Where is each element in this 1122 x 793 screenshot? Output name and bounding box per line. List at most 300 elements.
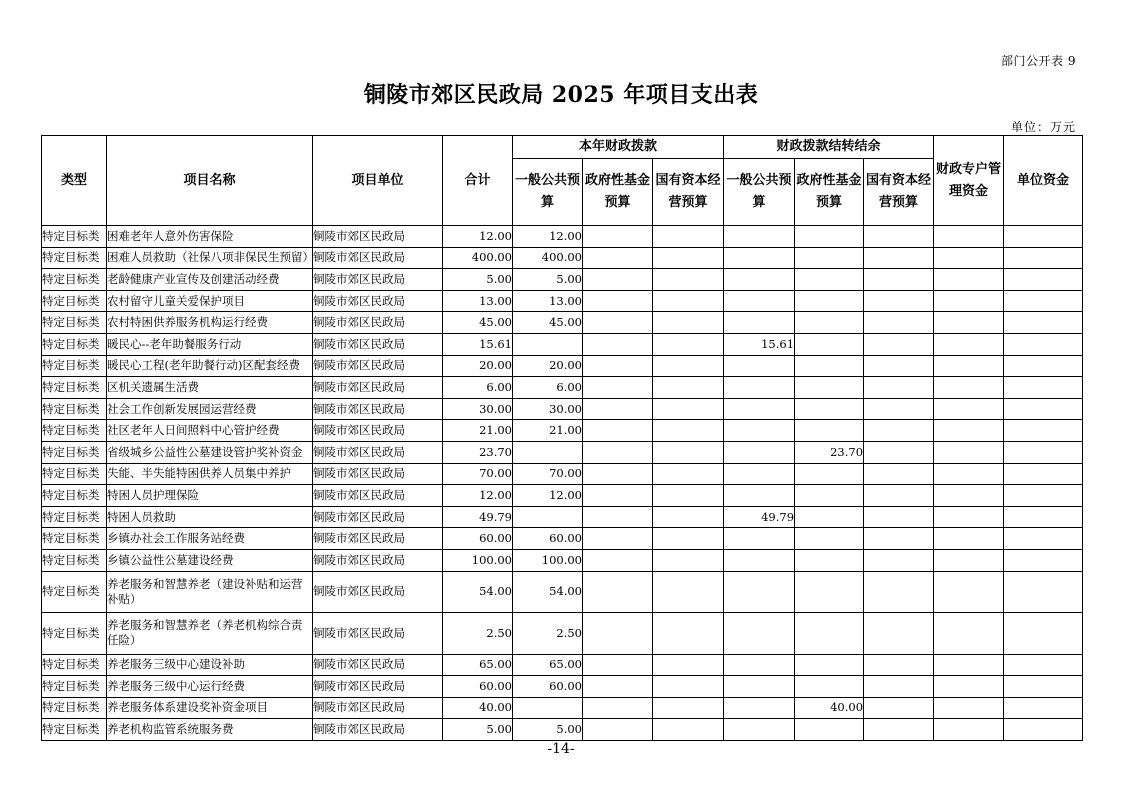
cell-current-state-capital <box>653 290 724 312</box>
cell-carryover-fund <box>795 420 864 442</box>
cell-total: 40.00 <box>443 697 513 719</box>
cell-current-general: 100.00 <box>513 549 583 571</box>
cell-current-general: 60.00 <box>513 528 583 550</box>
table-row <box>42 441 1083 463</box>
cell-current-state-capital <box>653 719 724 741</box>
table-row <box>42 571 1083 613</box>
cell-current-fund <box>583 549 653 571</box>
table-row <box>42 355 1083 377</box>
cell-current-fund <box>583 676 653 698</box>
cell-current-fund <box>583 247 653 269</box>
cell-project-unit: 铜陵市郊区民政局 <box>313 613 443 655</box>
cell-total: 70.00 <box>443 463 513 485</box>
cell-special-account <box>934 506 1004 528</box>
table-row <box>42 420 1083 442</box>
cell-own-funds <box>1004 377 1083 399</box>
cell-special-account <box>934 676 1004 698</box>
cell-project-name: 养老服务三级中心建设补助 <box>107 654 313 676</box>
cell-total: 45.00 <box>443 312 513 334</box>
table-row <box>42 676 1083 698</box>
cell-project-name: 特困人员护理保险 <box>107 485 313 507</box>
cell-current-general: 400.00 <box>513 247 583 269</box>
cell-type: 特定目标类 <box>42 463 107 485</box>
cell-current-general: 6.00 <box>513 377 583 399</box>
cell-carryover-general <box>724 355 795 377</box>
cell-current-fund <box>583 398 653 420</box>
cell-current-state-capital <box>653 226 724 248</box>
cell-project-unit: 铜陵市郊区民政局 <box>313 333 443 355</box>
cell-project-name: 社区老年人日间照料中心管护经费 <box>107 420 313 442</box>
cell-carryover-general <box>724 485 795 507</box>
cell-own-funds <box>1004 312 1083 334</box>
cell-project-unit: 铜陵市郊区民政局 <box>313 312 443 334</box>
table-row <box>42 697 1083 719</box>
cell-special-account <box>934 420 1004 442</box>
cell-project-unit: 铜陵市郊区民政局 <box>313 269 443 291</box>
cell-project-unit: 铜陵市郊区民政局 <box>313 420 443 442</box>
cell-type: 特定目标类 <box>42 312 107 334</box>
cell-project-unit: 铜陵市郊区民政局 <box>313 247 443 269</box>
cell-project-unit: 铜陵市郊区民政局 <box>313 463 443 485</box>
cell-project-name: 老龄健康产业宣传及创建活动经费 <box>107 269 313 291</box>
cell-current-state-capital <box>653 485 724 507</box>
cell-carryover-state-capital <box>864 398 934 420</box>
cell-carryover-state-capital <box>864 676 934 698</box>
cell-current-general: 45.00 <box>513 312 583 334</box>
cell-type: 特定目标类 <box>42 528 107 550</box>
cell-total: 400.00 <box>443 247 513 269</box>
cell-carryover-state-capital <box>864 613 934 655</box>
cell-current-fund <box>583 463 653 485</box>
cell-current-general: 21.00 <box>513 420 583 442</box>
cell-carryover-state-capital <box>864 654 934 676</box>
cell-current-fund <box>583 312 653 334</box>
cell-carryover-fund <box>795 290 864 312</box>
cell-carryover-fund <box>795 312 864 334</box>
cell-carryover-general <box>724 420 795 442</box>
cell-current-fund <box>583 613 653 655</box>
header-current-general: 一般公共预算 <box>513 159 583 226</box>
cell-current-state-capital <box>653 269 724 291</box>
header-project-unit: 项目单位 <box>313 136 443 226</box>
cell-total: 12.00 <box>443 226 513 248</box>
cell-carryover-fund <box>795 377 864 399</box>
header-current-state-capital: 国有资本经营预算 <box>653 159 724 226</box>
cell-carryover-fund <box>795 463 864 485</box>
cell-special-account <box>934 549 1004 571</box>
cell-own-funds <box>1004 549 1083 571</box>
table-row <box>42 613 1083 655</box>
cell-project-name: 养老服务体系建设奖补资金项目 <box>107 697 313 719</box>
cell-special-account <box>934 312 1004 334</box>
cell-own-funds <box>1004 654 1083 676</box>
cell-own-funds <box>1004 333 1083 355</box>
cell-carryover-general: 49.79 <box>724 506 795 528</box>
cell-current-general: 30.00 <box>513 398 583 420</box>
cell-own-funds <box>1004 676 1083 698</box>
cell-project-unit: 铜陵市郊区民政局 <box>313 571 443 613</box>
cell-carryover-general <box>724 441 795 463</box>
cell-carryover-fund <box>795 676 864 698</box>
cell-current-state-capital <box>653 654 724 676</box>
cell-project-unit: 铜陵市郊区民政局 <box>313 528 443 550</box>
cell-total: 5.00 <box>443 269 513 291</box>
cell-total: 49.79 <box>443 506 513 528</box>
cell-project-unit: 铜陵市郊区民政局 <box>313 654 443 676</box>
header-group-carryover: 财政拨款结转结余 <box>724 136 934 159</box>
cell-special-account <box>934 247 1004 269</box>
cell-carryover-general <box>724 247 795 269</box>
cell-current-general: 20.00 <box>513 355 583 377</box>
cell-project-name: 省级城乡公益性公墓建设管护奖补资金 <box>107 441 313 463</box>
cell-current-state-capital <box>653 613 724 655</box>
cell-current-fund <box>583 420 653 442</box>
cell-carryover-general <box>724 676 795 698</box>
cell-total: 30.00 <box>443 398 513 420</box>
cell-project-unit: 铜陵市郊区民政局 <box>313 377 443 399</box>
cell-own-funds <box>1004 355 1083 377</box>
cell-own-funds <box>1004 528 1083 550</box>
cell-own-funds <box>1004 269 1083 291</box>
header-own-funds: 单位资金 <box>1004 136 1083 226</box>
cell-carryover-state-capital <box>864 571 934 613</box>
table-row <box>42 226 1083 248</box>
header-special-account: 财政专户管理资金 <box>934 136 1004 226</box>
cell-type: 特定目标类 <box>42 506 107 528</box>
cell-current-state-capital <box>653 312 724 334</box>
header-type: 类型 <box>42 136 107 226</box>
cell-carryover-state-capital <box>864 226 934 248</box>
cell-project-unit: 铜陵市郊区民政局 <box>313 441 443 463</box>
cell-type: 特定目标类 <box>42 549 107 571</box>
cell-carryover-state-capital <box>864 312 934 334</box>
cell-project-unit: 铜陵市郊区民政局 <box>313 719 443 741</box>
cell-total: 2.50 <box>443 613 513 655</box>
cell-type: 特定目标类 <box>42 269 107 291</box>
cell-carryover-fund <box>795 613 864 655</box>
cell-special-account <box>934 290 1004 312</box>
table-row <box>42 549 1083 571</box>
cell-current-state-capital <box>653 463 724 485</box>
cell-total: 20.00 <box>443 355 513 377</box>
cell-current-fund <box>583 528 653 550</box>
header-carryover-general: 一般公共预算 <box>724 159 795 226</box>
cell-type: 特定目标类 <box>42 398 107 420</box>
cell-carryover-fund <box>795 398 864 420</box>
cell-current-fund <box>583 719 653 741</box>
table-row <box>42 377 1083 399</box>
table-row <box>42 312 1083 334</box>
table-row <box>42 269 1083 291</box>
cell-project-name: 暖民心工程(老年助餐行动)区配套经费 <box>107 355 313 377</box>
cell-carryover-state-capital <box>864 420 934 442</box>
cell-total: 13.00 <box>443 290 513 312</box>
cell-own-funds <box>1004 613 1083 655</box>
cell-project-unit: 铜陵市郊区民政局 <box>313 355 443 377</box>
cell-current-fund <box>583 571 653 613</box>
cell-project-name: 特困人员救助 <box>107 506 313 528</box>
table-row <box>42 398 1083 420</box>
cell-carryover-general <box>724 290 795 312</box>
cell-total: 23.70 <box>443 441 513 463</box>
cell-special-account <box>934 269 1004 291</box>
cell-total: 60.00 <box>443 676 513 698</box>
cell-type: 特定目标类 <box>42 333 107 355</box>
cell-current-general <box>513 506 583 528</box>
cell-carryover-state-capital <box>864 719 934 741</box>
cell-current-general: 70.00 <box>513 463 583 485</box>
cell-project-name: 社会工作创新发展园运营经费 <box>107 398 313 420</box>
cell-special-account <box>934 377 1004 399</box>
cell-carryover-fund <box>795 333 864 355</box>
cell-special-account <box>934 333 1004 355</box>
cell-total: 15.61 <box>443 333 513 355</box>
cell-total: 60.00 <box>443 528 513 550</box>
cell-type: 特定目标类 <box>42 571 107 613</box>
cell-project-name: 困难老年人意外伤害保险 <box>107 226 313 248</box>
cell-carryover-state-capital <box>864 247 934 269</box>
cell-carryover-general <box>724 549 795 571</box>
cell-carryover-fund <box>795 247 864 269</box>
cell-current-fund <box>583 290 653 312</box>
cell-special-account <box>934 719 1004 741</box>
cell-carryover-state-capital <box>864 506 934 528</box>
cell-carryover-general <box>724 528 795 550</box>
cell-current-general: 5.00 <box>513 719 583 741</box>
cell-carryover-fund <box>795 226 864 248</box>
cell-carryover-general <box>724 654 795 676</box>
header-total: 合计 <box>443 136 513 226</box>
cell-current-state-capital <box>653 398 724 420</box>
cell-project-unit: 铜陵市郊区民政局 <box>313 485 443 507</box>
cell-project-name: 农村留守儿童关爱保护项目 <box>107 290 313 312</box>
cell-own-funds <box>1004 290 1083 312</box>
cell-project-name: 失能、半失能特困供养人员集中养护 <box>107 463 313 485</box>
cell-total: 54.00 <box>443 571 513 613</box>
cell-own-funds <box>1004 506 1083 528</box>
cell-current-fund <box>583 377 653 399</box>
cell-carryover-fund <box>795 571 864 613</box>
cell-total: 5.00 <box>443 719 513 741</box>
cell-own-funds <box>1004 247 1083 269</box>
cell-project-name: 养老服务和智慧养老（养老机构综合责任险） <box>107 613 313 655</box>
cell-carryover-general: 15.61 <box>724 333 795 355</box>
cell-type: 特定目标类 <box>42 719 107 741</box>
cell-current-general: 13.00 <box>513 290 583 312</box>
cell-carryover-general <box>724 463 795 485</box>
cell-project-name: 暖民心--老年助餐服务行动 <box>107 333 313 355</box>
cell-carryover-state-capital <box>864 290 934 312</box>
cell-current-general: 5.00 <box>513 269 583 291</box>
cell-carryover-fund <box>795 355 864 377</box>
table-row <box>42 463 1083 485</box>
table-row <box>42 654 1083 676</box>
cell-carryover-state-capital <box>864 463 934 485</box>
cell-current-state-capital <box>653 420 724 442</box>
cell-project-unit: 铜陵市郊区民政局 <box>313 697 443 719</box>
cell-carryover-general <box>724 719 795 741</box>
cell-type: 特定目标类 <box>42 226 107 248</box>
cell-current-state-capital <box>653 676 724 698</box>
cell-current-fund <box>583 333 653 355</box>
cell-carryover-fund <box>795 506 864 528</box>
cell-project-name: 养老机构监管系统服务费 <box>107 719 313 741</box>
cell-special-account <box>934 398 1004 420</box>
cell-special-account <box>934 485 1004 507</box>
cell-own-funds <box>1004 571 1083 613</box>
cell-current-fund <box>583 485 653 507</box>
cell-carryover-state-capital <box>864 377 934 399</box>
cell-project-unit: 铜陵市郊区民政局 <box>313 226 443 248</box>
table-body <box>42 226 1083 741</box>
cell-current-general: 65.00 <box>513 654 583 676</box>
cell-carryover-general <box>724 398 795 420</box>
header-project-name: 项目名称 <box>107 136 313 226</box>
cell-special-account <box>934 463 1004 485</box>
cell-project-unit: 铜陵市郊区民政局 <box>313 676 443 698</box>
cell-own-funds <box>1004 485 1083 507</box>
cell-carryover-state-capital <box>864 269 934 291</box>
cell-current-general <box>513 697 583 719</box>
cell-project-unit: 铜陵市郊区民政局 <box>313 290 443 312</box>
table-row <box>42 506 1083 528</box>
cell-own-funds <box>1004 441 1083 463</box>
cell-carryover-general <box>724 377 795 399</box>
cell-current-state-capital <box>653 697 724 719</box>
cell-current-state-capital <box>653 355 724 377</box>
header-current-fund: 政府性基金预算 <box>583 159 653 226</box>
cell-type: 特定目标类 <box>42 654 107 676</box>
cell-current-general <box>513 441 583 463</box>
table-row <box>42 485 1083 507</box>
cell-project-name: 乡镇办社会工作服务站经费 <box>107 528 313 550</box>
cell-carryover-fund <box>795 485 864 507</box>
cell-carryover-general <box>724 613 795 655</box>
cell-total: 100.00 <box>443 549 513 571</box>
cell-total: 12.00 <box>443 485 513 507</box>
cell-type: 特定目标类 <box>42 697 107 719</box>
cell-own-funds <box>1004 463 1083 485</box>
cell-type: 特定目标类 <box>42 355 107 377</box>
cell-own-funds <box>1004 226 1083 248</box>
cell-project-name: 区机关遗属生活费 <box>107 377 313 399</box>
cell-special-account <box>934 528 1004 550</box>
header-group-current-year: 本年财政拨款 <box>513 136 724 159</box>
cell-type: 特定目标类 <box>42 441 107 463</box>
cell-carryover-state-capital <box>864 355 934 377</box>
header-carryover-fund: 政府性基金预算 <box>795 159 864 226</box>
cell-carryover-fund <box>795 719 864 741</box>
cell-project-name: 乡镇公益性公墓建设经费 <box>107 549 313 571</box>
cell-special-account <box>934 355 1004 377</box>
cell-current-general: 2.50 <box>513 613 583 655</box>
cell-carryover-state-capital <box>864 697 934 719</box>
table-row <box>42 528 1083 550</box>
cell-type: 特定目标类 <box>42 420 107 442</box>
cell-type: 特定目标类 <box>42 377 107 399</box>
cell-carryover-general <box>724 697 795 719</box>
table-row <box>42 247 1083 269</box>
cell-current-fund <box>583 441 653 463</box>
cell-special-account <box>934 441 1004 463</box>
cell-project-name: 农村特困供养服务机构运行经费 <box>107 312 313 334</box>
cell-own-funds <box>1004 420 1083 442</box>
cell-current-state-capital <box>653 571 724 613</box>
cell-special-account <box>934 654 1004 676</box>
cell-current-state-capital <box>653 377 724 399</box>
table-row <box>42 333 1083 355</box>
cell-carryover-state-capital <box>864 528 934 550</box>
table-row <box>42 290 1083 312</box>
cell-carryover-fund <box>795 549 864 571</box>
cell-carryover-state-capital <box>864 333 934 355</box>
cell-type: 特定目标类 <box>42 485 107 507</box>
cell-total: 21.00 <box>443 420 513 442</box>
cell-type: 特定目标类 <box>42 613 107 655</box>
cell-project-unit: 铜陵市郊区民政局 <box>313 506 443 528</box>
cell-own-funds <box>1004 697 1083 719</box>
cell-type: 特定目标类 <box>42 290 107 312</box>
cell-carryover-fund: 23.70 <box>795 441 864 463</box>
cell-type: 特定目标类 <box>42 676 107 698</box>
cell-current-general <box>513 333 583 355</box>
cell-current-state-capital <box>653 247 724 269</box>
cell-carryover-general <box>724 226 795 248</box>
cell-project-unit: 铜陵市郊区民政局 <box>313 549 443 571</box>
cell-project-name: 困难人员救助（社保八项非保民生预留） <box>107 247 313 269</box>
cell-carryover-fund: 40.00 <box>795 697 864 719</box>
cell-special-account <box>934 226 1004 248</box>
cell-carryover-fund <box>795 528 864 550</box>
cell-current-fund <box>583 355 653 377</box>
cell-project-unit: 铜陵市郊区民政局 <box>313 398 443 420</box>
table-row <box>42 719 1083 741</box>
cell-carryover-state-capital <box>864 441 934 463</box>
cell-current-state-capital <box>653 549 724 571</box>
cell-current-general: 54.00 <box>513 571 583 613</box>
cell-carryover-fund <box>795 269 864 291</box>
cell-carryover-general <box>724 312 795 334</box>
cell-carryover-state-capital <box>864 549 934 571</box>
cell-current-general: 12.00 <box>513 485 583 507</box>
cell-current-fund <box>583 697 653 719</box>
header-carryover-state-capital: 国有资本经营预算 <box>864 159 934 226</box>
unit-label: 单位：万元 <box>1010 120 1076 134</box>
document-reference: 部门公开表 9 <box>1001 54 1076 68</box>
cell-project-name: 养老服务和智慧养老（建设补贴和运营补贴） <box>107 571 313 613</box>
project-expenditure-table <box>41 135 1083 741</box>
cell-project-name: 养老服务三级中心运行经费 <box>107 676 313 698</box>
cell-current-state-capital <box>653 333 724 355</box>
cell-current-fund <box>583 506 653 528</box>
cell-carryover-fund <box>795 654 864 676</box>
cell-special-account <box>934 571 1004 613</box>
cell-carryover-general <box>724 571 795 613</box>
cell-current-fund <box>583 226 653 248</box>
cell-type: 特定目标类 <box>42 247 107 269</box>
cell-current-state-capital <box>653 441 724 463</box>
cell-current-fund <box>583 654 653 676</box>
cell-total: 6.00 <box>443 377 513 399</box>
cell-own-funds <box>1004 719 1083 741</box>
cell-carryover-state-capital <box>864 485 934 507</box>
page-number: -14- <box>547 741 575 757</box>
cell-own-funds <box>1004 398 1083 420</box>
cell-special-account <box>934 697 1004 719</box>
cell-carryover-general <box>724 269 795 291</box>
cell-current-state-capital <box>653 528 724 550</box>
cell-current-general: 12.00 <box>513 226 583 248</box>
